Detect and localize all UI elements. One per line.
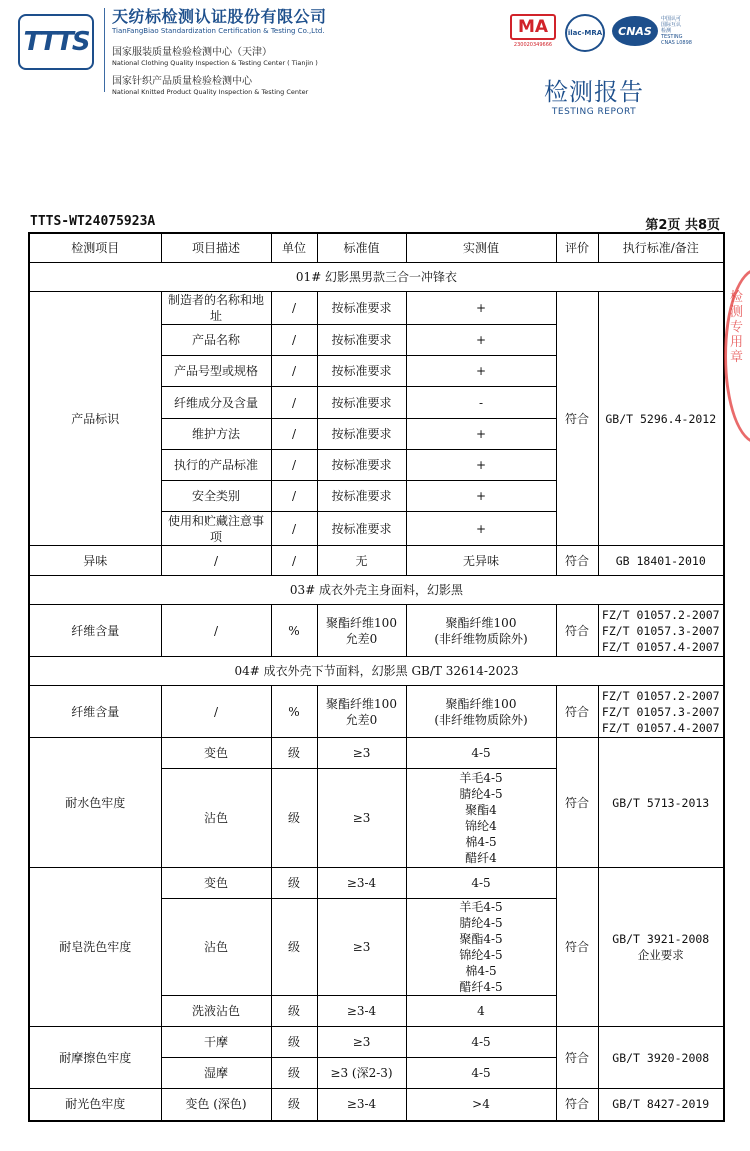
center1-name-cn: 国家服装质量检验检测中心（天津） bbox=[112, 47, 272, 58]
val-cell: 无异味 bbox=[406, 546, 556, 576]
std-cell: 无 bbox=[317, 546, 406, 576]
table-row bbox=[29, 868, 724, 899]
std-cell: 按标准要求 bbox=[317, 512, 406, 546]
desc-cell: 产品名称 bbox=[161, 325, 271, 356]
std-cell: 按标准要求 bbox=[317, 325, 406, 356]
val-cell: 聚酯纤维100 (非纤维物质除外) bbox=[406, 686, 556, 738]
val-cell: 羊毛4-5 腈纶4-5 聚酯4 锦纶4 棉4-5 醋纤4 bbox=[406, 769, 556, 868]
center1-name-en: National Clothing Quality Inspection & Testing Center ( Tianjin ) bbox=[112, 59, 318, 67]
std-cell: ≥3 bbox=[317, 769, 406, 868]
desc-cell: 安全类别 bbox=[161, 481, 271, 512]
unit-cell: 级 bbox=[271, 1027, 317, 1058]
val-cell: 羊毛4-5 腈纶4-5 聚酯4-5 锦纶4-5 棉4-5 醋纤4-5 bbox=[406, 899, 556, 996]
center2-name-en: National Knitted Product Quality Inspection & Testing Center bbox=[112, 88, 309, 96]
desc-cell: 洗液沾色 bbox=[161, 996, 271, 1027]
table-row bbox=[29, 738, 724, 769]
header-cell: 单位 bbox=[271, 233, 317, 263]
val-cell: 聚酯纤维100 (非纤维物质除外) bbox=[406, 605, 556, 657]
unit-cell: / bbox=[271, 387, 317, 419]
standard-cell: GB/T 5296.4-2012 bbox=[598, 292, 724, 546]
std-cell: 按标准要求 bbox=[317, 292, 406, 325]
unit-cell: % bbox=[271, 686, 317, 738]
eval-cell: 符合 bbox=[556, 1027, 598, 1089]
std-cell: ≥3 bbox=[317, 738, 406, 769]
eval-cell: 符合 bbox=[556, 868, 598, 1027]
header-cell: 检测项目 bbox=[29, 233, 161, 263]
val-cell: + bbox=[406, 292, 556, 325]
val-cell: + bbox=[406, 325, 556, 356]
desc-cell: 湿摩 bbox=[161, 1058, 271, 1089]
desc-cell: 沾色 bbox=[161, 769, 271, 868]
unit-cell: 级 bbox=[271, 868, 317, 899]
desc-cell: 制造者的名称和地址 bbox=[161, 292, 271, 325]
std-cell: ≥3-4 bbox=[317, 996, 406, 1027]
std-cell: 按标准要求 bbox=[317, 419, 406, 450]
report-title: 检测报告 TESTING REPORT bbox=[544, 78, 644, 117]
standard-cell: GB 18401-2010 bbox=[598, 546, 724, 576]
unit-cell: / bbox=[271, 356, 317, 387]
table-row bbox=[29, 686, 724, 738]
company-name-en: TianFangBiao Standardization Certification & Testing Co.,Ltd. bbox=[112, 27, 325, 35]
eval-cell: 符合 bbox=[556, 738, 598, 868]
table-row bbox=[29, 292, 724, 325]
eval-cell: 符合 bbox=[556, 1089, 598, 1121]
cnas-text: 中国认可 国际互认 检测 TESTING CNAS L0898 bbox=[661, 16, 692, 46]
item-cell: 纤维含量 bbox=[29, 605, 161, 657]
unit-cell: 级 bbox=[271, 769, 317, 868]
cnas-mark: CNAS bbox=[612, 16, 658, 46]
std-cell: 按标准要求 bbox=[317, 356, 406, 387]
val-cell: + bbox=[406, 450, 556, 481]
center2-name-cn: 国家针织产品质量检验检测中心 bbox=[112, 76, 252, 87]
desc-cell: 变色 bbox=[161, 738, 271, 769]
item-cell: 耐光色牢度 bbox=[29, 1089, 161, 1121]
std-cell: 聚酯纤维100 允差0 bbox=[317, 605, 406, 657]
std-cell: 按标准要求 bbox=[317, 387, 406, 419]
desc-cell: 干摩 bbox=[161, 1027, 271, 1058]
header-cell: 执行标准/备注 bbox=[598, 233, 724, 263]
section-row bbox=[29, 576, 724, 605]
standard-cell: GB/T 8427-2019 bbox=[598, 1089, 724, 1121]
unit-cell: / bbox=[271, 512, 317, 546]
val-cell: + bbox=[406, 419, 556, 450]
inspection-seal-text: 检测专用章 bbox=[730, 290, 744, 365]
table-row bbox=[29, 1089, 724, 1121]
report-number: TTTS-WT24075923A bbox=[30, 214, 156, 229]
eval-cell: 符合 bbox=[556, 605, 598, 657]
unit-cell: / bbox=[271, 450, 317, 481]
eval-cell: 符合 bbox=[556, 546, 598, 576]
std-cell: ≥3-4 bbox=[317, 868, 406, 899]
unit-cell: / bbox=[271, 292, 317, 325]
company-info bbox=[112, 4, 327, 96]
val-cell: - bbox=[406, 387, 556, 419]
table-header-row bbox=[29, 233, 724, 263]
unit-cell: % bbox=[271, 605, 317, 657]
unit-cell: 级 bbox=[271, 1089, 317, 1121]
standard-cell: GB/T 5713-2013 bbox=[598, 738, 724, 868]
val-cell: 4-5 bbox=[406, 1027, 556, 1058]
desc-cell: / bbox=[161, 546, 271, 576]
unit-cell: / bbox=[271, 546, 317, 576]
val-cell: + bbox=[406, 356, 556, 387]
item-cell: 纤维含量 bbox=[29, 686, 161, 738]
val-cell: 4-5 bbox=[406, 868, 556, 899]
desc-cell: 变色 (深色) bbox=[161, 1089, 271, 1121]
unit-cell: / bbox=[271, 481, 317, 512]
header-cell: 实测值 bbox=[406, 233, 556, 263]
unit-cell: 级 bbox=[271, 996, 317, 1027]
desc-cell: 变色 bbox=[161, 868, 271, 899]
desc-cell: 维护方法 bbox=[161, 419, 271, 450]
unit-cell: / bbox=[271, 419, 317, 450]
item-cell: 耐水色牢度 bbox=[29, 738, 161, 868]
std-cell: ≥3 bbox=[317, 899, 406, 996]
page-indicator: 第2页 共8页 bbox=[645, 218, 720, 233]
val-cell: 4-5 bbox=[406, 738, 556, 769]
section-row bbox=[29, 263, 724, 292]
desc-cell: 沾色 bbox=[161, 899, 271, 996]
standard-cell: FZ/T 01057.2-2007 FZ/T 01057.3-2007 FZ/T 01057.4-2007 bbox=[598, 686, 724, 738]
std-cell: 按标准要求 bbox=[317, 450, 406, 481]
std-cell: ≥3-4 bbox=[317, 1089, 406, 1121]
section-row bbox=[29, 657, 724, 686]
item-cell: 异味 bbox=[29, 546, 161, 576]
header-cell: 项目描述 bbox=[161, 233, 271, 263]
unit-cell: 级 bbox=[271, 738, 317, 769]
company-name-cn: 天纺标检测认证股份有限公司 bbox=[112, 7, 327, 26]
val-cell: + bbox=[406, 512, 556, 546]
section-title: 01# 幻影黑男款三合一冲锋衣 bbox=[29, 263, 724, 292]
std-cell: 按标准要求 bbox=[317, 481, 406, 512]
eval-cell: 符合 bbox=[556, 686, 598, 738]
desc-cell: 使用和贮藏注意事项 bbox=[161, 512, 271, 546]
desc-cell: / bbox=[161, 686, 271, 738]
header-divider bbox=[104, 8, 105, 92]
desc-cell: 纤维成分及含量 bbox=[161, 387, 271, 419]
unit-cell: / bbox=[271, 325, 317, 356]
item-cell: 耐皂洗色牢度 bbox=[29, 868, 161, 1027]
table-row bbox=[29, 1027, 724, 1058]
val-cell: 4 bbox=[406, 996, 556, 1027]
ilac-mra-mark: ilac-MRA bbox=[565, 14, 605, 52]
standard-cell: GB/T 3920-2008 bbox=[598, 1027, 724, 1089]
section-title: 04# 成衣外壳下节面料，幻影黑 GB/T 32614-2023 bbox=[29, 657, 724, 686]
item-cell: 耐摩擦色牢度 bbox=[29, 1027, 161, 1089]
desc-cell: 执行的产品标准 bbox=[161, 450, 271, 481]
std-cell: ≥3 bbox=[317, 1027, 406, 1058]
val-cell: 4-5 bbox=[406, 1058, 556, 1089]
standard-cell: FZ/T 01057.2-2007 FZ/T 01057.3-2007 FZ/T 01057.4-2007 bbox=[598, 605, 724, 657]
results-table bbox=[28, 232, 725, 1122]
unit-cell: 级 bbox=[271, 1058, 317, 1089]
std-cell: ≥3 (深2-3) bbox=[317, 1058, 406, 1089]
section-title: 03# 成衣外壳主身面料，幻影黑 bbox=[29, 576, 724, 605]
item-cell: 产品标识 bbox=[29, 292, 161, 546]
unit-cell: 级 bbox=[271, 899, 317, 996]
val-cell: >4 bbox=[406, 1089, 556, 1121]
standard-cell: GB/T 3921-2008 企业要求 bbox=[598, 868, 724, 1027]
val-cell: + bbox=[406, 481, 556, 512]
company-logo: TTTS bbox=[18, 14, 94, 70]
desc-cell: 产品号型或规格 bbox=[161, 356, 271, 387]
table-row bbox=[29, 605, 724, 657]
std-cell: 聚酯纤维100 允差0 bbox=[317, 686, 406, 738]
header-cell: 评价 bbox=[556, 233, 598, 263]
cma-mark: MA 230020349666 bbox=[510, 14, 556, 48]
header-cell: 标准值 bbox=[317, 233, 406, 263]
eval-cell: 符合 bbox=[556, 292, 598, 546]
table-row bbox=[29, 546, 724, 576]
desc-cell: / bbox=[161, 605, 271, 657]
